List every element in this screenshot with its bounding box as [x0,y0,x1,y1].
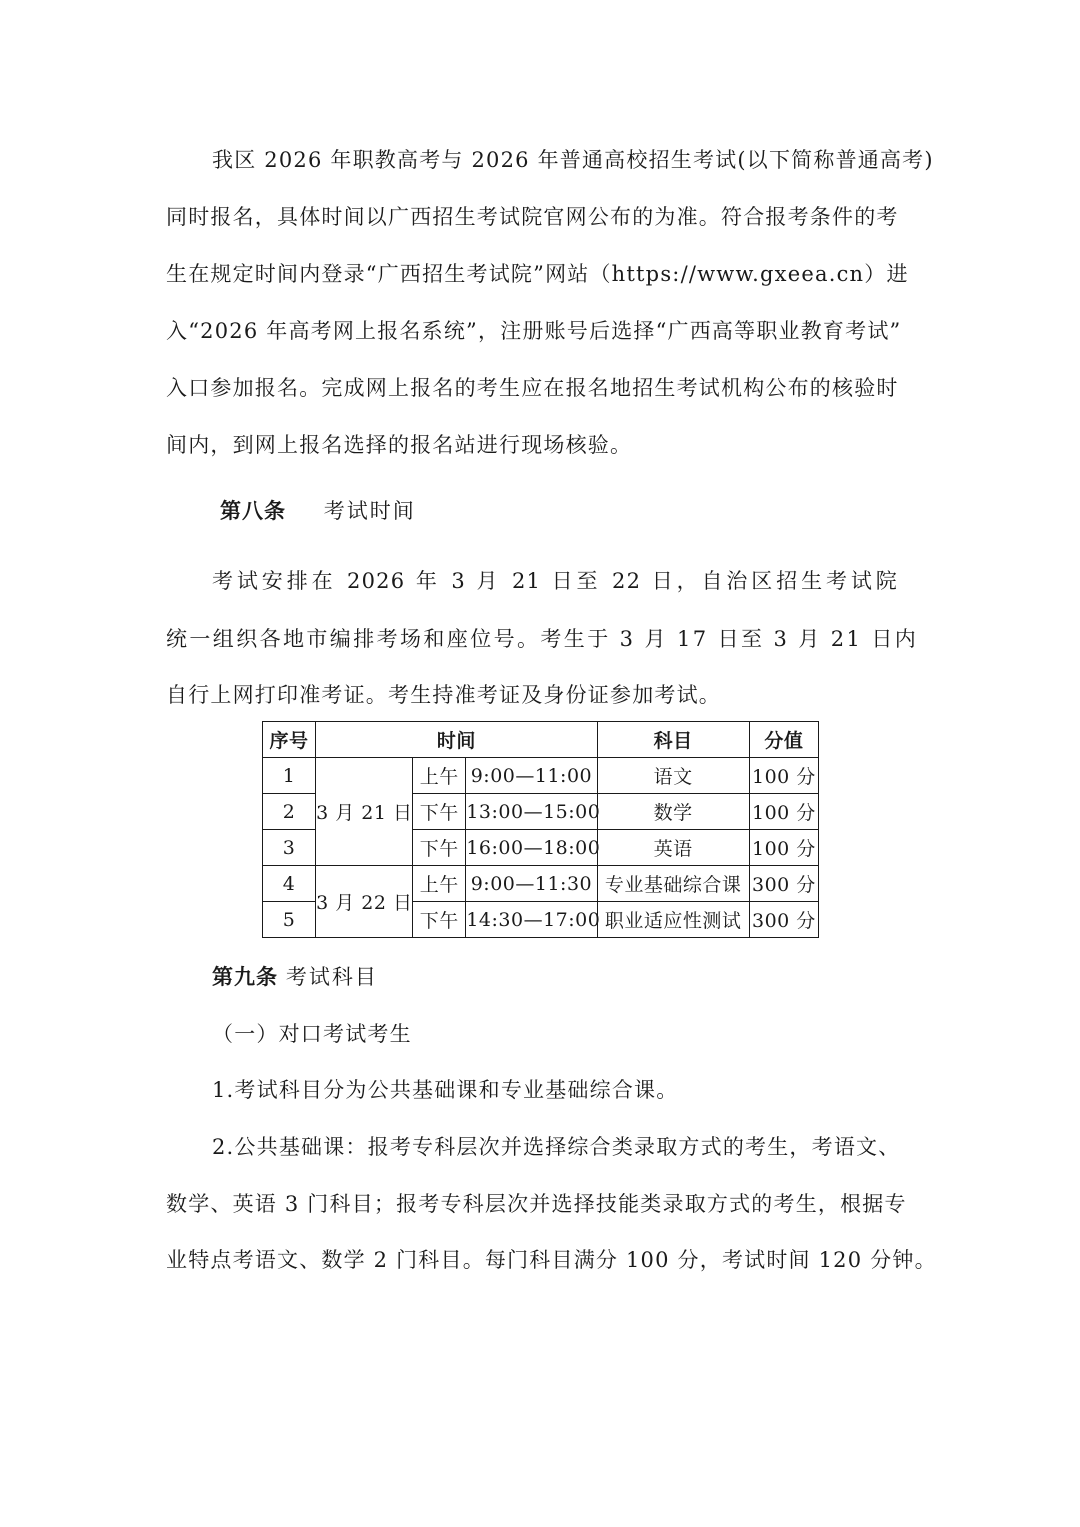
paragraph2-line-2: 统一组织各地市编排考场和座位号。考生于 3 月 17 日至 3 月 21 日内 [166,627,919,651]
row-hours: 9:00—11:00 [466,758,597,794]
article9-title: 考试科目 [285,965,378,989]
row-no: 2 [263,794,316,830]
row-period: 上午 [413,866,466,902]
row-score: 300 分 [749,866,818,902]
paragraph1-line-6: 间内，到网上报名选择的报名站进行现场核验。 [166,433,633,457]
section1-heading: （一）对口考试考生 [212,1022,412,1046]
section1-item2-line-3: 业特点考语文、数学 2 门科目。每门科目满分 100 分，考试时间 120 分钟。 [166,1248,937,1272]
paragraph2-line-3: 自行上网打印准考证。考生持准考证及身份证参加考试。 [166,683,721,707]
article9-heading [212,962,972,992]
row-subject: 专业基础综合课 [597,866,749,902]
row-subject: 数学 [597,794,749,830]
row-score: 300 分 [749,902,818,938]
row-period: 上午 [413,758,466,794]
header-time: 时间 [316,722,597,758]
article8-label: 第八条 [220,498,286,523]
table-row [263,758,819,794]
article9-label: 第九条 [212,964,278,989]
exam-schedule-table [262,721,819,938]
row-subject: 职业适应性测试 [597,902,749,938]
paragraph1-line-3: 生在规定时间内登录“广西招生考试院”网站（https://www.gxeea.cn）进 [166,262,909,286]
paragraph1-line-1: 我区 2026 年职教高考与 2026 年普通高校招生考试(以下简称普通高考) [212,148,934,172]
row-period: 下午 [413,794,466,830]
section1-item1: 1.考试科目分为公共基础课和专业基础综合课。 [212,1078,679,1102]
row-hours: 9:00—11:30 [466,866,597,902]
row-no: 3 [263,830,316,866]
row-hours: 16:00—18:00 [466,830,597,866]
date-cell: 3 月 21 日 [316,758,413,866]
row-no: 4 [263,866,316,902]
paragraph1-line-5: 入口参加报名。完成网上报名的考生应在报名地招生考试机构公布的核验时 [166,376,899,400]
date-cell: 3 月 22 日 [316,866,413,938]
row-hours: 13:00—15:00 [466,794,597,830]
article8-title: 考试时间 [323,499,416,523]
header-subject: 科目 [597,722,749,758]
row-hours: 14:30—17:00 [466,902,597,938]
row-no: 1 [263,758,316,794]
section1-item2-line-2: 数学、英语 3 门科目；报考专科层次并选择技能类录取方式的考生，根据专 [166,1192,907,1216]
row-score: 100 分 [749,758,818,794]
table-row [263,866,819,902]
header-score: 分值 [749,722,818,758]
paragraph1-line-2: 同时报名，具体时间以广西招生考试院官网公布的为准。符合报考条件的考 [166,205,899,229]
row-period: 下午 [413,902,466,938]
row-subject: 英语 [597,830,749,866]
table-header-row [263,722,819,758]
row-subject: 语文 [597,758,749,794]
row-no: 5 [263,902,316,938]
paragraph2-line-1: 考试安排在 2026 年 3 月 21 日至 22 日，自治区招生考试院 [212,569,898,593]
row-score: 100 分 [749,794,818,830]
article8-heading [220,496,980,526]
row-score: 100 分 [749,830,818,866]
row-period: 下午 [413,830,466,866]
section1-item2-line-1: 2.公共基础课：报考专科层次并选择综合类录取方式的考生，考语文、 [212,1135,901,1159]
header-no: 序号 [263,722,316,758]
paragraph1-line-4: 入“2026 年高考网上报名系统”，注册账号后选择“广西高等职业教育考试” [166,319,902,343]
